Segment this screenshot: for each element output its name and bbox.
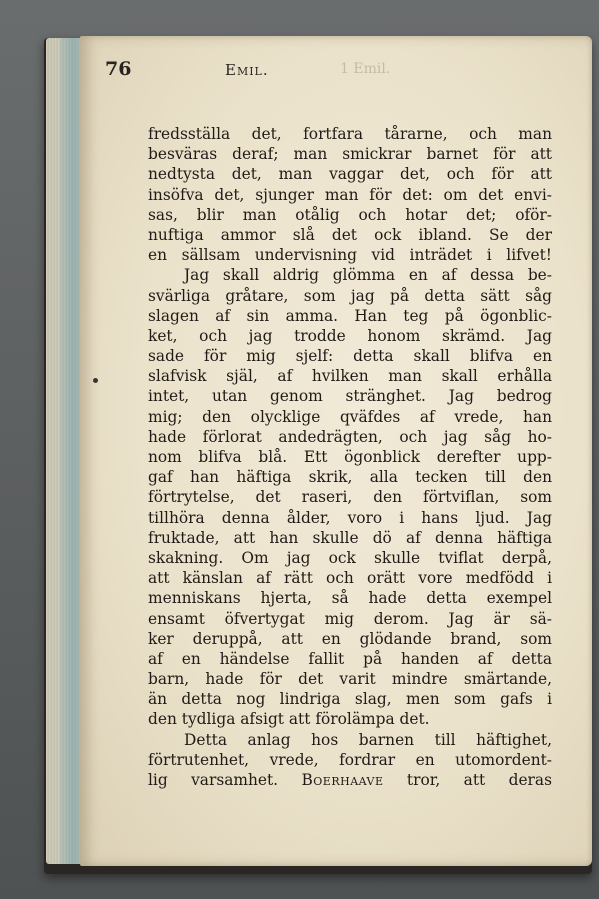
text-line: sade för mig sjelf: detta skall blifva en bbox=[148, 347, 552, 366]
text-line: slafvisk själ, af hvilken man skall erhålla bbox=[148, 367, 552, 386]
text-line: förtrutenhet, vrede, fordrar en utomordent- bbox=[148, 750, 552, 769]
text-line: nuftiga ammor slå det ock ibland. Se der bbox=[148, 225, 552, 244]
text-line: den tydliga afsigt att förolämpa det. bbox=[148, 710, 430, 729]
text-line: fruktade, att han skulle dö af denna häftiga bbox=[148, 528, 552, 547]
text-line: insöfva det, sjunger man för det: om det envi- bbox=[148, 185, 552, 204]
text-line: nom blifva blå. Ett ögonblick derefter upp- bbox=[148, 448, 552, 466]
text-line: gaf han häftiga skrik, alla tecken till den bbox=[148, 468, 552, 487]
text-line: Jag skall aldrig glömma en af dessa be- bbox=[184, 266, 552, 285]
text-line: än detta nog lindriga slag, men som gafs i bbox=[148, 690, 552, 709]
proper-name: Boerhaave bbox=[301, 771, 384, 789]
page-number: 76 bbox=[105, 58, 132, 80]
text-line: svärliga gråtare, som jag på detta sätt såg bbox=[148, 286, 552, 305]
text-line: skakning. Om jag ock skulle tviflat derpå, bbox=[148, 548, 552, 567]
text-line: hade förlorat andedrägten, och jag såg ho- bbox=[148, 427, 552, 446]
text-line: att känslan af rätt och orätt vore medfödd i bbox=[148, 569, 552, 588]
text-line: mig; den olycklige qväfdes af vrede, han bbox=[148, 407, 552, 426]
text-line: ker deruppå, att en glödande brand, som bbox=[148, 629, 552, 648]
page-header bbox=[105, 58, 405, 82]
text-line: ket, och jag trodde honom skrämd. Jag bbox=[148, 326, 552, 345]
text-line: besväras deraf; man smickrar barnet för att bbox=[148, 145, 552, 164]
text-line: tillhöra denna ålder, voro i hans ljud. Jag bbox=[148, 508, 552, 527]
text-line: intet, utan genom stränghet. Jag bedrog bbox=[148, 387, 552, 406]
text-line: förtrytelse, det raseri, den förtviflan, som bbox=[148, 488, 552, 507]
running-title: Emil. bbox=[225, 61, 269, 79]
text-line: nedtysta det, man vaggar det, och för att bbox=[148, 165, 552, 184]
text-line: en sällsam undervisning vid inträdet i lifvet! bbox=[148, 246, 552, 265]
text-line: lig varsamhet. Boerhaave tror, att deras bbox=[148, 771, 552, 789]
text-line: barn, hade för det varit mindre smärtande, bbox=[148, 670, 552, 689]
text-line: slagen af sin amma. Han teg på ögonblic- bbox=[148, 306, 552, 325]
text-line: fredsställa det, fortfara tårarne, och man bbox=[148, 125, 552, 143]
text-line: af en händelse fallit på handen af detta bbox=[148, 649, 552, 668]
margin-ink-dot bbox=[93, 378, 98, 383]
text-line: sas, blir man otålig och hotar det; oför- bbox=[148, 205, 552, 224]
text-line: Detta anlag hos barnen till häftighet, bbox=[184, 730, 552, 749]
text-line: ensamt öfvertygat mig derom. Jag är sä- bbox=[148, 609, 552, 628]
body-text bbox=[148, 124, 552, 790]
show-through-text: 1 Emil. bbox=[340, 61, 391, 77]
text-line: menniskans hjerta, så hade detta exempel bbox=[148, 589, 552, 608]
